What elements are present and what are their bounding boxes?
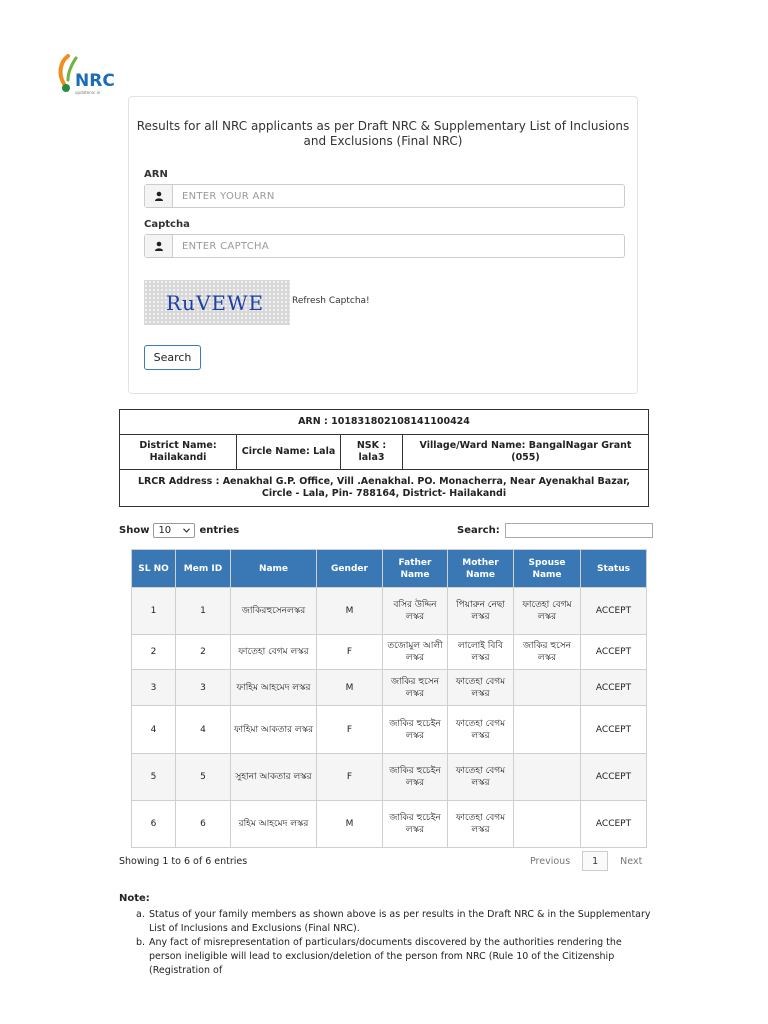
cell-mem-id: 2 [176, 635, 231, 670]
table-row [132, 670, 647, 706]
table-search-input[interactable] [505, 523, 653, 538]
notes-list [136, 908, 651, 978]
cell-gender: F [317, 706, 383, 754]
table-info: Showing 1 to 6 of 6 entries [119, 856, 248, 867]
cell-gender: F [317, 635, 383, 670]
table-search-label: Search: [457, 525, 500, 536]
cell-mother-name: ফাতেহা বেগম লস্কর [448, 670, 514, 706]
cell-status: ACCEPT [581, 706, 647, 754]
circle-name: Circle Name: Lala [237, 435, 341, 470]
col-father-name[interactable]: Father Name [383, 550, 448, 588]
captcha-text: RuVEWE [166, 291, 265, 315]
captcha-input-group [144, 234, 625, 258]
cell-sl-no: 3 [132, 670, 176, 706]
col-spouse-name[interactable]: Spouse Name [514, 550, 581, 588]
cell-mother-name: পিয়ারুন নেছা লস্কর [448, 588, 514, 635]
entries-select-value: 10 [158, 525, 172, 536]
cell-mother-name: ফাতেহা বেগম লস্কর [448, 706, 514, 754]
cell-spouse-name: জাকির হুসেন লস্কর [514, 635, 581, 670]
table-row [132, 635, 647, 670]
table-search-control [457, 523, 653, 538]
cell-father-name: তজোমুল আলী লস্কর [383, 635, 448, 670]
cell-sl-no: 2 [132, 635, 176, 670]
cell-mem-id: 6 [176, 801, 231, 848]
notes-title: Note: [119, 893, 150, 904]
cell-name: ফাতেহা বেগম লস্কর [231, 635, 317, 670]
cell-father-name: বসির উদ্দিন লস্কর [383, 588, 448, 635]
captcha-image [144, 280, 290, 325]
cell-gender: F [317, 754, 383, 801]
logo-text: NRC [75, 71, 115, 91]
arn-info-table [119, 409, 649, 507]
entries-length-control [119, 523, 239, 538]
search-button[interactable]: Search [144, 345, 201, 370]
arn-number: ARN : 101831802108141100424 [120, 410, 649, 435]
cell-father-name: জাকির হুচেইন লস্কর [383, 801, 448, 848]
col-mother-name[interactable]: Mother Name [448, 550, 514, 588]
previous-page-button[interactable]: Previous [530, 855, 571, 867]
note-item [136, 936, 651, 978]
results-table [131, 549, 647, 848]
form-title: Results for all NRC applicants as per Draft NRC & Supplementary List of Inclusions and Exclusions (Final NRC) [136, 119, 630, 148]
pagination [530, 851, 642, 871]
show-label: Show [119, 525, 150, 536]
cell-father-name: জাকির হুসেন লস্কর [383, 670, 448, 706]
nsk-name: NSK : lala3 [341, 435, 403, 470]
cell-mem-id: 3 [176, 670, 231, 706]
entries-select[interactable] [153, 523, 195, 538]
lrcr-address: LRCR Address : Aenakhal G.P. Office, Vill .Aenakhal. PO. Monacherra, Near Ayenakhal Bazar, Circle - Lala, Pin- 788164, District- Hailakandi [120, 470, 649, 507]
arn-input[interactable] [173, 185, 624, 207]
refresh-captcha-link[interactable]: Refresh Captcha! [292, 296, 370, 306]
cell-status: ACCEPT [581, 588, 647, 635]
captcha-input[interactable] [173, 235, 624, 257]
col-status[interactable]: Status [581, 550, 647, 588]
note-text: Any fact of misrepresentation of particulars/documents discovered by the authorities rendering the person ineligible will lead to exclusion/deletion of the person from NRC (Rule 10 of the Citizenship (Registration of [149, 937, 622, 976]
note-marker: b. [136, 937, 146, 948]
cell-name: ফাহিমা আকতার লস্কর [231, 706, 317, 754]
col-name[interactable]: Name [231, 550, 317, 588]
table-row [132, 588, 647, 635]
table-row [132, 706, 647, 754]
cell-status: ACCEPT [581, 670, 647, 706]
cell-name: সুহানা আকতার লস্কর [231, 754, 317, 801]
page-button-current[interactable]: 1 [582, 851, 608, 871]
cell-spouse-name [514, 706, 581, 754]
nrc-logo [54, 52, 116, 96]
captcha-label: Captcha [144, 219, 190, 230]
search-panel [128, 96, 638, 394]
table-header-row [132, 550, 647, 588]
user-icon [145, 185, 173, 207]
cell-spouse-name [514, 801, 581, 848]
next-page-button[interactable]: Next [620, 855, 643, 867]
note-marker: a. [136, 909, 145, 920]
cell-mother-name: ফাতেহা বেগম লস্কর [448, 754, 514, 801]
cell-spouse-name [514, 754, 581, 801]
logo-tagline: updatenrc.in [75, 90, 101, 95]
cell-status: ACCEPT [581, 635, 647, 670]
cell-gender: M [317, 670, 383, 706]
district-name: District Name: Hailakandi [120, 435, 237, 470]
cell-sl-no: 5 [132, 754, 176, 801]
cell-father-name: জাকির হুচেইন লস্কর [383, 706, 448, 754]
cell-status: ACCEPT [581, 801, 647, 848]
table-row [132, 801, 647, 848]
cell-mother-name: ফাতেহা বেগম লস্কর [448, 801, 514, 848]
entries-label: entries [199, 525, 240, 536]
arn-input-group [144, 184, 625, 208]
cell-mem-id: 4 [176, 706, 231, 754]
cell-name: রহিম আহমেদ লস্কর [231, 801, 317, 848]
col-sl-no[interactable]: SL NO [132, 550, 176, 588]
cell-status: ACCEPT [581, 754, 647, 801]
cell-sl-no: 6 [132, 801, 176, 848]
cell-name: জাকিরহুসেনলস্কর [231, 588, 317, 635]
cell-father-name: জাকির হুচেইন লস্কর [383, 754, 448, 801]
cell-gender: M [317, 801, 383, 848]
user-icon [145, 235, 173, 257]
note-text: Status of your family members as shown above is as per results in the Draft NRC & in the Supplementary List of Inclusions and Exclusions (Final NRC). [149, 909, 651, 934]
village-name: Village/Ward Name: BangalNagar Grant (055) [403, 435, 649, 470]
col-mem-id[interactable]: Mem ID [176, 550, 231, 588]
cell-mem-id: 1 [176, 588, 231, 635]
cell-mem-id: 5 [176, 754, 231, 801]
note-item [136, 908, 651, 936]
cell-sl-no: 4 [132, 706, 176, 754]
cell-name: ফাহিম আহমেদ লস্কর [231, 670, 317, 706]
cell-spouse-name [514, 670, 581, 706]
table-row [132, 754, 647, 801]
cell-gender: M [317, 588, 383, 635]
cell-mother-name: লালোই বিবি লস্কর [448, 635, 514, 670]
cell-sl-no: 1 [132, 588, 176, 635]
col-gender[interactable]: Gender [317, 550, 383, 588]
cell-spouse-name: ফাতেহা বেগম লস্কর [514, 588, 581, 635]
chevron-down-icon [183, 528, 190, 533]
arn-label: ARN [144, 169, 168, 180]
